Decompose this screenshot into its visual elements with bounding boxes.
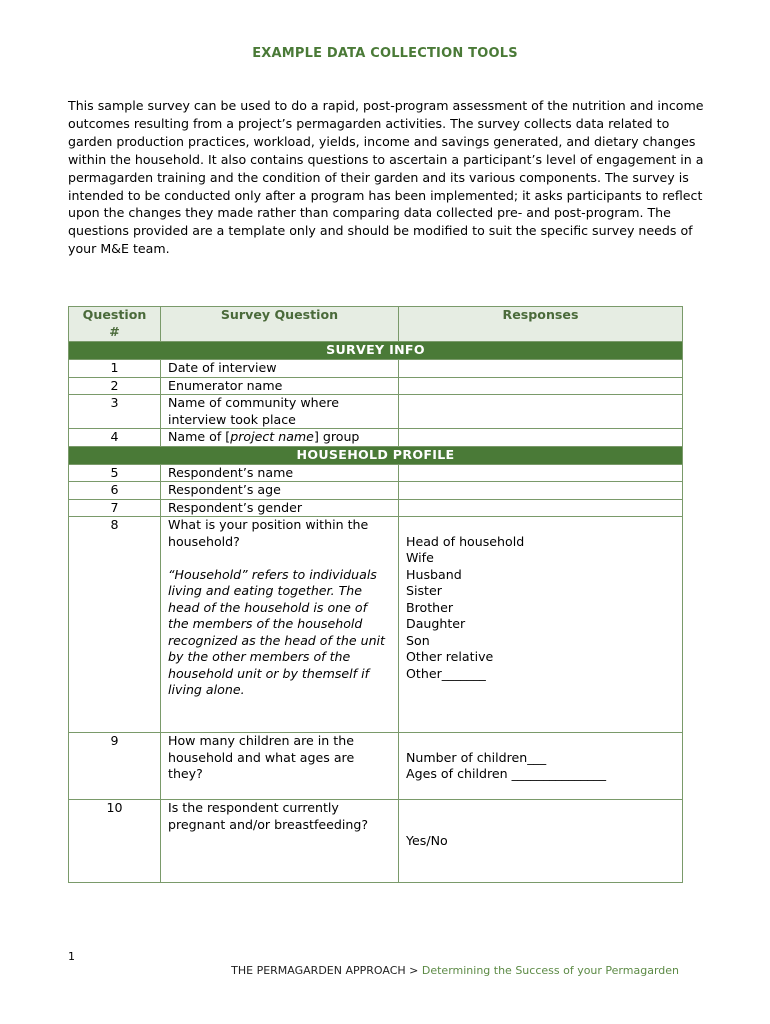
response-option: Yes/No: [406, 833, 448, 848]
row-response: [399, 395, 683, 429]
response-options: [406, 750, 675, 783]
row-response: [399, 482, 683, 500]
table-row: [69, 395, 683, 429]
row-response: [399, 429, 683, 447]
row-number: 5: [69, 464, 161, 482]
question-text-post: ] group: [313, 429, 360, 444]
page-number: 1: [68, 950, 75, 963]
table-row: [69, 360, 683, 378]
response-option: Other relative: [406, 649, 494, 664]
survey-table: [68, 306, 683, 883]
table-row: [69, 377, 683, 395]
table-row: [69, 482, 683, 500]
row-number: 8: [69, 517, 161, 733]
table-row: [69, 733, 683, 800]
row-question: Respondent’s gender: [161, 499, 399, 517]
row-question: Respondent’s name: [161, 464, 399, 482]
table-row: [69, 800, 683, 883]
table-row: [69, 429, 683, 447]
response-option: Wife: [406, 550, 434, 565]
row-question: Enumerator name: [161, 377, 399, 395]
section-row: [69, 446, 683, 464]
row-number: 7: [69, 499, 161, 517]
row-question: [161, 429, 399, 447]
response-option: Brother: [406, 599, 454, 615]
question-text: What is your position within the household?: [168, 517, 369, 549]
header-survey-question: Survey Question: [161, 307, 399, 342]
footer-subtitle: Determining the Success of your Permagarden: [421, 964, 679, 977]
row-question: [161, 517, 399, 733]
response-option: Other_______: [406, 665, 486, 681]
row-question: Respondent’s age: [161, 482, 399, 500]
section-household-profile: HOUSEHOLD PROFILE: [69, 446, 683, 464]
row-response: [399, 517, 683, 733]
intro-paragraph: This sample survey can be used to do a rapid, post-program assessment of the nutrition and income outcomes resulting from a project’s permagarden activities. The survey collects data related to garden production practices, workload, yields, income and savings generated, and dietary changes within the household. It also contains questions to ascertain a participant’s level of engagement in a permagarden training and the condition of their garden and its various components. The survey is intended to be conducted only after a program has been implemented; it asks participants to reflect upon the changes they made rather than comparing data collected pre- and post-program. The questions provided are a template only and should be modified to suit the specific survey needs of your M&E team.: [68, 98, 704, 257]
header-question-number: Question #: [69, 307, 161, 342]
response-option: Son: [406, 632, 430, 648]
question-text-pre: Name of [: [168, 429, 231, 444]
row-number: 4: [69, 429, 161, 447]
table-header-row: [69, 307, 683, 342]
row-number: 9: [69, 733, 161, 800]
row-question: Name of community where interview took place: [161, 395, 399, 429]
response-option: Husband: [406, 566, 462, 582]
question-note: [168, 567, 391, 699]
response-option: Daughter: [406, 616, 466, 631]
row-response: [399, 499, 683, 517]
question-note-text: “Household” refers to individuals living and eating together. The head of the household is one of the members of the household recognized as the head of the unit by the other members of the household unit or by themself if living alone.: [168, 566, 385, 697]
section-survey-info: SURVEY INFO: [69, 342, 683, 360]
row-question: How many children are in the household and what ages are they?: [161, 733, 399, 800]
document-title: EXAMPLE DATA COLLECTION TOOLS: [252, 46, 518, 61]
table-row: [69, 517, 683, 733]
row-number: 6: [69, 482, 161, 500]
question-text-em: project name: [230, 429, 314, 444]
row-question: Date of interview: [161, 360, 399, 378]
response-option: Head of household: [406, 533, 525, 549]
row-response: [399, 733, 683, 800]
row-response: [399, 377, 683, 395]
section-row: [69, 342, 683, 360]
row-number: 1: [69, 360, 161, 378]
page-footer: [231, 964, 679, 977]
table-row: [69, 499, 683, 517]
row-number: 10: [69, 800, 161, 883]
row-response: [399, 464, 683, 482]
response-option: Sister: [406, 583, 442, 598]
row-number: 3: [69, 395, 161, 429]
table-row: [69, 464, 683, 482]
response-option: Ages of children _______________: [406, 766, 607, 781]
response-options: [406, 833, 675, 850]
row-number: 2: [69, 377, 161, 395]
footer-main: THE PERMAGARDEN APPROACH >: [231, 964, 419, 977]
row-response: [399, 800, 683, 883]
row-question: Is the respondent currently pregnant and/or breastfeeding?: [161, 800, 399, 883]
response-options: [406, 534, 675, 683]
header-responses: Responses: [399, 307, 683, 342]
response-option: Number of children___: [406, 749, 547, 765]
row-response: [399, 360, 683, 378]
